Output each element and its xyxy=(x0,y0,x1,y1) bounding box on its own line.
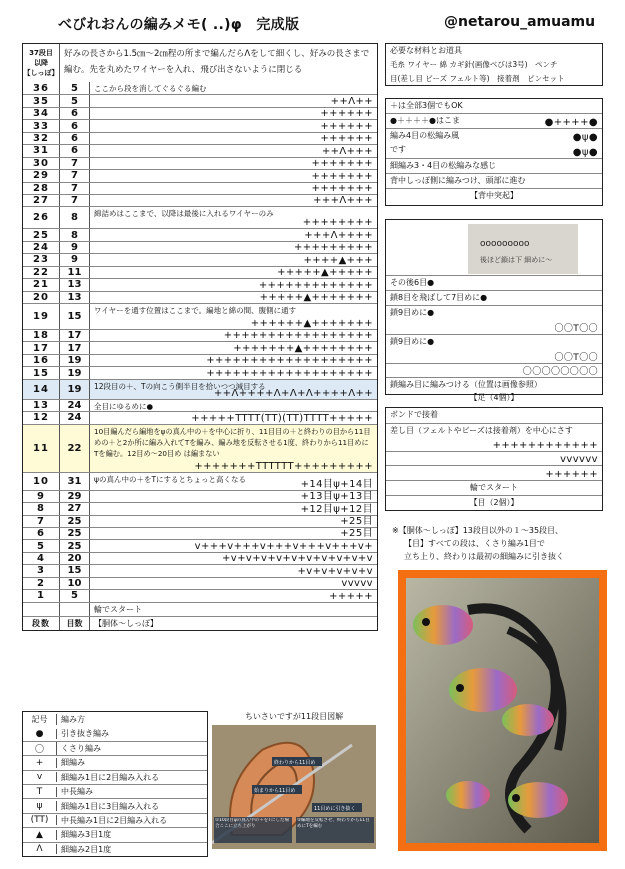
legend-symbol: Λ xyxy=(23,844,57,854)
row-content xyxy=(90,207,377,228)
diagram-title: ちいさいですが11段目図解 xyxy=(244,712,344,721)
row-number: 2 xyxy=(23,578,60,589)
body-tail-table xyxy=(22,43,378,631)
row-stitches: +++++▲+++++ xyxy=(277,267,373,279)
row-content xyxy=(90,183,377,194)
back-head: ＋は全部3個でもOK xyxy=(390,101,463,110)
eyes-stitch-2: vvvvvv xyxy=(560,454,598,465)
pattern-row xyxy=(23,253,377,265)
row-stitches: +++++▲+++++++ xyxy=(259,292,373,303)
row-number: 36 xyxy=(23,82,60,94)
row-number: 6 xyxy=(23,528,60,539)
materials-line-1: 毛糸 ワイヤー 綿 カギ針(画像べびは3号) ペンチ xyxy=(390,60,558,69)
row-note: 全目にゆるめに● xyxy=(94,401,154,411)
chameleon-photo xyxy=(398,570,607,851)
remark-line-2: 【目】すべての段は、くさり編み1目で xyxy=(404,539,545,548)
row-content xyxy=(90,279,377,290)
pattern-row xyxy=(23,228,377,240)
feet-diagram-area xyxy=(386,220,602,276)
diagram-label-1: 終わりから11目め xyxy=(274,760,316,766)
row-note: ここから段を消してぐるぐる編む xyxy=(94,84,207,93)
feet-sketch-image xyxy=(468,224,578,274)
diagram-note-2: ②編地を反転させ、終わりから11目めにTを編む xyxy=(297,818,370,829)
row-content xyxy=(90,304,377,329)
row-number: 27 xyxy=(23,195,60,206)
row-content xyxy=(90,367,377,378)
eyes-section-label: 【目（2個）】 xyxy=(386,495,602,510)
stitch-count: 22 xyxy=(60,425,90,472)
feet-section-label: 【足（4個）】 xyxy=(469,393,519,402)
stitch-count: 15 xyxy=(60,304,90,329)
eyes-head: ボンドで接着 xyxy=(390,410,438,419)
row-stitches: ++++++ xyxy=(320,120,373,132)
stitch-count: 17 xyxy=(60,330,90,341)
back-line-1: ●＋＋＋＋●はこま xyxy=(390,116,460,125)
stitch-count: 7 xyxy=(60,158,90,169)
row-stitches: +25目 xyxy=(340,528,373,540)
pattern-row xyxy=(23,329,377,341)
feet-stitch-3: 〇〇T〇〇 xyxy=(554,324,598,334)
stitch-count: 24 xyxy=(60,400,90,411)
row-number: 8 xyxy=(23,503,60,514)
pattern-row xyxy=(23,278,377,290)
legend-symbol: ▲ xyxy=(23,830,57,840)
pattern-row xyxy=(23,341,377,353)
row-stitches: vvvvv xyxy=(341,578,373,590)
row-number: 15 xyxy=(23,367,60,378)
legend-symbol: ψ xyxy=(23,801,57,811)
pattern-row xyxy=(23,132,377,144)
row-stitches: +++Λ+++ xyxy=(313,195,373,207)
row-number: 30 xyxy=(23,158,60,169)
stitch-count: 7 xyxy=(60,195,90,206)
stitch-count: 6 xyxy=(60,145,90,156)
row-number: 18 xyxy=(23,330,60,341)
row-stitches: +++Λ++++ xyxy=(304,229,373,241)
feet-line-2: 鎖8目を飛ばして7目めに● xyxy=(386,290,602,305)
row-content xyxy=(90,355,377,366)
pattern-row xyxy=(23,303,377,329)
pattern-row xyxy=(23,119,377,131)
row-content xyxy=(90,292,377,303)
stitch-count-header: 目数 xyxy=(60,617,90,630)
stitch-count: 19 xyxy=(60,380,90,399)
row-number: 16 xyxy=(23,355,60,366)
back-spikes-box xyxy=(385,98,603,206)
eyes-stitch-3: ++++++ xyxy=(545,469,598,480)
pattern-row xyxy=(23,539,377,551)
row-number: 3 xyxy=(23,565,60,576)
legend-symbol: v xyxy=(23,772,57,782)
row-stitches: ++++++▲+++++++ xyxy=(250,318,373,329)
legend-name: 中長編み1目に2目編み入れる xyxy=(61,815,168,825)
row-content xyxy=(90,491,377,502)
stitch-count: 25 xyxy=(60,540,90,551)
row-note: 綿詰めはここまで、以降は最後に入れるワイヤーのみ xyxy=(94,209,274,219)
start-row xyxy=(23,602,377,616)
stitch-count: 8 xyxy=(60,229,90,240)
feet-line-4: 鎖9目めに● xyxy=(386,334,602,349)
feet-sketch-text: 後ほど鎖は下 細めに～ xyxy=(480,256,553,264)
legend-name: 細編み2目1度 xyxy=(61,844,112,854)
materials-box xyxy=(385,43,603,86)
row-number: 24 xyxy=(23,242,60,253)
legend-head-sym: 記号 xyxy=(23,714,57,725)
pattern-row xyxy=(23,564,377,576)
row-content xyxy=(90,503,377,514)
stitch-count: 29 xyxy=(60,491,90,502)
row-content xyxy=(90,229,377,240)
eyes-stitch-1: ++++++++++++ xyxy=(492,440,598,451)
row-number: 19 xyxy=(23,304,60,329)
pattern-row xyxy=(23,206,377,228)
row-stitches: ++++++++ xyxy=(302,217,373,229)
section-label: 【胴体～しっぽ】 xyxy=(94,618,158,628)
legend-item xyxy=(23,726,207,740)
row-content xyxy=(90,540,377,551)
tail-row-label: 37段目 以降 【しっぽ】 xyxy=(23,44,60,82)
row-content xyxy=(90,590,377,601)
stitch-count: 8 xyxy=(60,207,90,228)
row-note: 12段目の＋、Tの向こう側半目を拾いつつ減目する xyxy=(94,381,266,391)
row-content xyxy=(90,170,377,181)
feet-stitch-5: 〇〇〇〇〇〇〇〇 xyxy=(522,367,598,377)
row-content xyxy=(90,516,377,527)
stitch-count: 17 xyxy=(60,342,90,353)
legend-item xyxy=(23,842,207,856)
pattern-row xyxy=(23,94,377,106)
legend-name: 細編み1目に2目編み入れる xyxy=(61,772,160,782)
row-stitches: +++++++++++++++++++ xyxy=(206,355,373,367)
row-stitches: +++++++++++++++++++ xyxy=(206,367,373,379)
row-stitches: +++++++ xyxy=(311,170,373,182)
row-content xyxy=(90,242,377,253)
stitch-count: 9 xyxy=(60,242,90,253)
stitch-count: 19 xyxy=(60,355,90,366)
stitch-count: 27 xyxy=(60,503,90,514)
pattern-row xyxy=(23,241,377,253)
stitch-count: 13 xyxy=(60,292,90,303)
pattern-row xyxy=(23,291,377,303)
footer-row xyxy=(23,616,377,630)
row-content xyxy=(90,267,377,278)
pattern-row xyxy=(23,552,377,564)
back-line-4: 細編み3・4目の松編みな感じ xyxy=(386,158,602,173)
row-number: 11 xyxy=(23,425,60,472)
stitch-count: 5 xyxy=(60,590,90,601)
stitch-count: 25 xyxy=(60,528,90,539)
row-content xyxy=(90,342,377,353)
row-number: 21 xyxy=(23,279,60,290)
legend-item xyxy=(23,741,207,755)
row-stitches: +13目ψ+13目 xyxy=(300,491,373,503)
stitch-count: 6 xyxy=(60,133,90,144)
eyes-line-1: 差し目（フェルトやビーズは接着剤）を中心にさす xyxy=(386,423,602,437)
pattern-row xyxy=(23,366,377,378)
feet-line-1: その後6目● xyxy=(390,278,435,287)
pattern-row xyxy=(23,411,377,423)
row-stitches: +++++++▲++++++++ xyxy=(233,342,373,354)
tail-instruction: 好みの長さから1.5㎝～2㎝程の所まで編んだらΛをして細くし、好みの長さまで編む。先を丸めたワイヤーを入れ、飛び出さないように閉じる xyxy=(64,49,370,75)
stitch-count: 5 xyxy=(60,82,90,94)
row-number: 35 xyxy=(23,95,60,106)
remark-line-1: ※【胴体～しっぽ】13段目以外の１～35段目、 xyxy=(392,526,564,535)
feet-box xyxy=(385,219,603,402)
legend-item xyxy=(23,813,207,827)
row-content xyxy=(90,108,377,119)
pattern-row xyxy=(23,589,377,601)
legend-symbol: T xyxy=(23,787,57,797)
row-content xyxy=(90,565,377,576)
pattern-row xyxy=(23,472,377,490)
row-number: 22 xyxy=(23,267,60,278)
row-stitches: +++++++++++++++++ xyxy=(223,330,373,342)
back-stitch-3: ●ψ● xyxy=(572,147,598,158)
row-content xyxy=(90,473,377,490)
row-stitches: ++Λ+++ xyxy=(321,145,373,157)
stitch-count: 20 xyxy=(60,553,90,564)
row-number: 12 xyxy=(23,412,60,423)
row-number: 33 xyxy=(23,120,60,131)
legend-table xyxy=(22,711,208,857)
row-content xyxy=(90,553,377,564)
row-note: 10目編んだら編地をψの真ん中の＋を中心に折り、11目目の＋と終わりの目から11目めの＋と2か所に編み入れてTを編み、編み地を反転させる1度、終わりから11目めにTを編む。12目め～20目め は編まない xyxy=(94,426,371,458)
feet-line-3: 鎖9目めに● xyxy=(386,305,602,320)
row-stitches: +++++++++ xyxy=(293,242,373,254)
stitch-count: 31 xyxy=(60,473,90,490)
row-number: 9 xyxy=(23,491,60,502)
pattern-row xyxy=(23,266,377,278)
pattern-row xyxy=(23,424,377,472)
row-number: 31 xyxy=(23,145,60,156)
legend-name: くさり編み xyxy=(61,743,101,753)
legend-symbol: + xyxy=(23,758,57,768)
row-content xyxy=(90,82,377,94)
remark-line-3: 立ち上り、終わりは最初の細編みに引き抜く xyxy=(404,552,564,561)
stitch-count: 11 xyxy=(60,267,90,278)
row-content xyxy=(90,158,377,169)
pattern-row xyxy=(23,182,377,194)
row-stitches: +++++TTTT(TT)(TT)TTTT+++++ xyxy=(191,412,373,424)
row-stitches: +++++++ xyxy=(311,158,373,170)
row-number: 7 xyxy=(23,516,60,527)
row-stitches: +v+v+v+v+v+v+v+v+v+v xyxy=(222,553,373,565)
row-stitches: ++++▲+++ xyxy=(303,254,373,266)
stitch-count: 5 xyxy=(60,95,90,106)
pattern-row xyxy=(23,399,377,411)
row-content xyxy=(90,254,377,265)
row-content xyxy=(90,195,377,206)
eyes-box xyxy=(385,407,603,511)
row-stitches: ++Λ++++Λ+Λ+Λ++++Λ++ xyxy=(213,387,373,399)
row-stitches: +++++++ xyxy=(311,182,373,194)
author-handle: @netarou_amuamu xyxy=(444,14,596,30)
pattern-row xyxy=(23,144,377,156)
row-number: 5 xyxy=(23,540,60,551)
legend-item xyxy=(23,770,207,784)
stitch-count: 25 xyxy=(60,516,90,527)
row-stitches: +12目ψ+12目 xyxy=(300,503,373,515)
back-line-5: 背中しっぽ側に編みつけ、頭部に進む xyxy=(386,173,602,188)
legend-item xyxy=(23,755,207,769)
diagram-label-3: 始まりから11目め xyxy=(254,788,296,794)
row-number: 32 xyxy=(23,133,60,144)
legend-item xyxy=(23,827,207,841)
row-content xyxy=(90,133,377,144)
row-stitches: ++Λ++ xyxy=(330,95,373,107)
pattern-row xyxy=(23,577,377,589)
stitch-count: 9 xyxy=(60,254,90,265)
stitch-count: 7 xyxy=(60,183,90,194)
pattern-row xyxy=(23,502,377,514)
materials-line-2: 目(差し目 ビーズ フェルト等) 接着剤 ピンセット xyxy=(390,74,565,83)
stitch-count: 19 xyxy=(60,367,90,378)
pattern-row xyxy=(23,490,377,502)
row-number: 20 xyxy=(23,292,60,303)
legend-header xyxy=(23,712,207,726)
materials-title: 必要な材料とお道具 xyxy=(390,46,462,55)
row-number: 1 xyxy=(23,590,60,601)
row-content xyxy=(90,400,377,411)
back-stitch-1: ●++++● xyxy=(544,117,598,128)
row-count-header: 段数 xyxy=(23,617,60,630)
row-content xyxy=(90,528,377,539)
feet-stitch-4: 〇〇T〇〇 xyxy=(554,353,598,363)
row-number: 23 xyxy=(23,254,60,265)
row-number: 14 xyxy=(23,380,60,399)
stitch-count: 7 xyxy=(60,170,90,181)
legend-name: 細編み3目1度 xyxy=(61,830,112,840)
legend-item xyxy=(23,784,207,798)
pattern-row xyxy=(23,169,377,181)
pattern-row xyxy=(23,194,377,206)
legend-name: 引き抜き編み xyxy=(61,729,109,739)
diagram-label-2: 11目めに引き抜く xyxy=(314,806,356,812)
legend-head-name: 編み方 xyxy=(61,714,85,724)
stitch-count: 13 xyxy=(60,279,90,290)
legend-name: 細編み xyxy=(61,758,85,768)
eyes-start: 輪でスタート xyxy=(386,480,602,495)
remark-note xyxy=(392,524,564,563)
legend-symbol: ● xyxy=(23,729,57,739)
stitch-count: 24 xyxy=(60,412,90,423)
row-number: 17 xyxy=(23,342,60,353)
pattern-row xyxy=(23,354,377,366)
diagram-note-1: ①10段目ψの真ん中の＋をTにした場合ここに立ち上がり xyxy=(215,818,289,829)
tail-header-row xyxy=(23,44,377,82)
row-note: ψの真ん中の＋をTにするとちょっと高くなる xyxy=(94,474,247,484)
stitch-count: 15 xyxy=(60,565,90,576)
row-number: 34 xyxy=(23,108,60,119)
stitch-count: 6 xyxy=(60,108,90,119)
svg-text:ooooooooo: ooooooooo xyxy=(480,239,530,249)
row-number: 4 xyxy=(23,553,60,564)
row-number: 26 xyxy=(23,207,60,228)
back-line-3: です xyxy=(390,145,406,154)
legend-symbol: 〇 xyxy=(23,742,57,755)
pattern-row xyxy=(23,157,377,169)
row-content xyxy=(90,425,377,472)
row-note: ワイヤーを通す位置はここまで。編地と綿の間、腹側に通す xyxy=(94,306,297,315)
legend-name: 中長編み xyxy=(61,787,93,797)
row-stitches: +14目ψ+14目 xyxy=(300,478,373,490)
pattern-row xyxy=(23,107,377,119)
stitch-count: 10 xyxy=(60,578,90,589)
pattern-row xyxy=(23,527,377,539)
row-content xyxy=(90,330,377,341)
row-stitches: +++++++TTTTTT+++++++++ xyxy=(194,460,373,472)
row-stitches: +++++ xyxy=(329,590,373,602)
legend-symbol: (TT) xyxy=(23,815,57,825)
row-content xyxy=(90,145,377,156)
legend-name: 細編み1目に3目編み入れる xyxy=(61,801,160,811)
row-stitches: ++++++ xyxy=(320,133,373,145)
start-text: 輪でスタート xyxy=(94,604,142,614)
row-number: 29 xyxy=(23,170,60,181)
row-content xyxy=(90,578,377,589)
row-stitches: +++++++++++++ xyxy=(258,279,373,291)
pattern-row xyxy=(23,515,377,527)
pattern-row xyxy=(23,82,377,94)
row-stitches: +v+v+v+v+v xyxy=(297,565,373,577)
feet-line-6: 鎖編み目に編みつける（位置は画像参照） xyxy=(386,377,602,391)
back-section-label: 【背中突起】 xyxy=(386,188,602,203)
row-stitches: ++++++ xyxy=(320,108,373,120)
back-stitch-2: ●ψ● xyxy=(572,132,598,143)
page-title: べびれおんの編みメモ( ..)φ 完成版 xyxy=(58,17,300,33)
row-stitches: v+++v+++v+++v+++v+++v+ xyxy=(194,540,373,552)
row-content xyxy=(90,95,377,106)
row-number: 28 xyxy=(23,183,60,194)
row-number: 25 xyxy=(23,229,60,240)
row11-diagram-photo xyxy=(212,725,376,849)
row-number: 13 xyxy=(23,400,60,411)
row-number: 10 xyxy=(23,473,60,490)
row-content xyxy=(90,412,377,423)
row-content xyxy=(90,380,377,399)
stitch-count: 6 xyxy=(60,120,90,131)
row-content xyxy=(90,120,377,131)
row-stitches: +25目 xyxy=(340,515,373,527)
back-line-2: 編み4目の松編み風 xyxy=(390,131,460,140)
legend-item xyxy=(23,798,207,812)
pattern-row xyxy=(23,379,377,399)
